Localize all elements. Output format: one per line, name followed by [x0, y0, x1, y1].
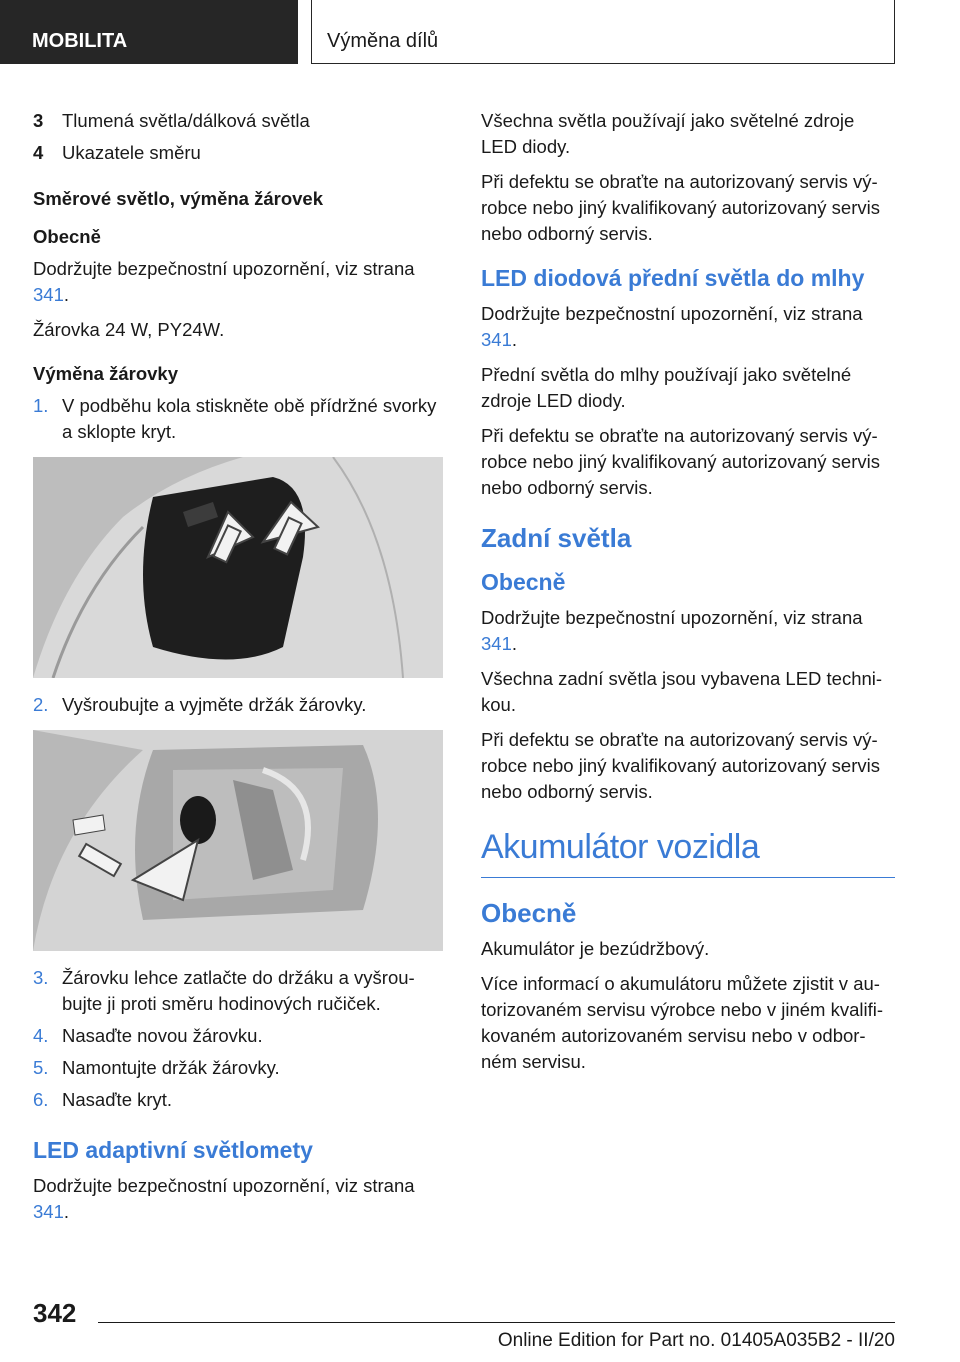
page-link[interactable]: 341: [481, 329, 512, 350]
safety-note: Dodržujte bezpečnostní upozornění, viz strana 341.: [481, 607, 863, 654]
paragraph: Při defektu se obraťte na autorizovaný servis vý-robce nebo jiný kvalifikovaný autorizovaný servis nebo odborný servis.: [481, 729, 880, 802]
subsection-heading: Obecně: [481, 569, 566, 595]
page-link[interactable]: 341: [481, 633, 512, 654]
step-text: V podběhu kola stiskněte obě přídržné svorky a sklopte kryt.: [62, 395, 437, 442]
list-item: [33, 108, 443, 134]
section-tab: MOBILITA: [0, 0, 298, 64]
step-item: [33, 1087, 443, 1113]
edition-text: Online Edition for Part no. 01405A035B2 - II/20: [497, 1330, 895, 1351]
page-footer: [0, 1290, 960, 1362]
safety-note: Dodržujte bezpečnostní upozornění, viz strana 341.: [33, 1175, 415, 1222]
section-heading: LED diodová přední světla do mlhy: [481, 265, 865, 291]
subsection-heading: Výměna žárovky: [33, 363, 179, 384]
step-item: [33, 692, 443, 718]
step-text: Vyšroubujte a vyjměte držák žárovky.: [62, 694, 367, 715]
step-item: [33, 965, 443, 1017]
paragraph: Více informací o akumulátoru můžete zjistit v au-torizovaném servisu výrobce nebo v jiném kvalifi-kovaném autorizovaném servisu nebo v odbor-ném servisu.: [481, 973, 884, 1072]
left-column: [33, 108, 443, 1234]
item-text: Tlumená světla/dálková světla: [62, 110, 310, 131]
subsection-heading: Obecně: [33, 226, 101, 247]
step-number: 6.: [33, 1089, 49, 1110]
section-heading: Směrové světlo, výměna žárovek: [33, 188, 323, 209]
step-text: Nasaďte novou žárovku.: [62, 1025, 263, 1046]
item-text: Ukazatele směru: [62, 142, 201, 163]
step-number: 4.: [33, 1025, 49, 1046]
bulb-spec: Žárovka 24 W, PY24W.: [33, 319, 225, 340]
step-text: Žárovku lehce zatlačte do držáku a vyšrou-bujte ji proti směru hodinových ručiček.: [62, 967, 415, 1014]
subsection-heading: Obecně: [481, 898, 577, 928]
step-number: 2.: [33, 694, 49, 715]
step-item: [33, 1023, 443, 1049]
safety-note: Dodržujte bezpečnostní upozornění, viz strana 341.: [33, 258, 415, 305]
step-text: Namontujte držák žárovky.: [62, 1057, 280, 1078]
page-number: 342: [33, 1298, 77, 1328]
paragraph: Všechna světla používají jako světelné zdroje LED diody.: [481, 110, 855, 157]
paragraph: Při defektu se obraťte na autorizovaný servis vý-robce nebo jiný kvalifikovaný autorizovaný servis nebo odborný servis.: [481, 171, 880, 244]
list-item: [33, 140, 443, 166]
step-number: 5.: [33, 1057, 49, 1078]
paragraph: Při defektu se obraťte na autorizovaný servis vý-robce nebo jiný kvalifikovaný autorizovaný servis nebo odborný servis.: [481, 425, 880, 498]
footer-divider: [98, 1322, 895, 1323]
item-number: 3: [33, 110, 44, 131]
right-column: [481, 108, 895, 1084]
step-item: [33, 393, 443, 445]
page-header: [0, 0, 960, 64]
figure-wheel-arch-cover: [33, 457, 443, 678]
step-text: Nasaďte kryt.: [62, 1089, 173, 1110]
paragraph: Všechna zadní světla jsou vybavena LED techni-kou.: [481, 668, 883, 715]
step-number: 1.: [33, 395, 49, 416]
paragraph: Přední světla do mlhy používají jako světelné zdroje LED diody.: [481, 364, 852, 411]
chapter-title: Výměna dílů: [311, 0, 895, 64]
chapter-heading: Akumulátor vozidla: [481, 825, 895, 878]
step-number: 3.: [33, 967, 49, 988]
page-link[interactable]: 341: [33, 1201, 64, 1222]
section-heading: Zadní světla: [481, 523, 632, 553]
paragraph: Akumulátor je bezúdržbový.: [481, 938, 710, 959]
section-heading: LED adaptivní světlomety: [33, 1137, 313, 1163]
step-item: [33, 1055, 443, 1081]
figure-bulb-holder: [33, 730, 443, 951]
item-number: 4: [33, 142, 44, 163]
page-link[interactable]: 341: [33, 284, 64, 305]
safety-note: Dodržujte bezpečnostní upozornění, viz strana 341.: [481, 303, 863, 350]
